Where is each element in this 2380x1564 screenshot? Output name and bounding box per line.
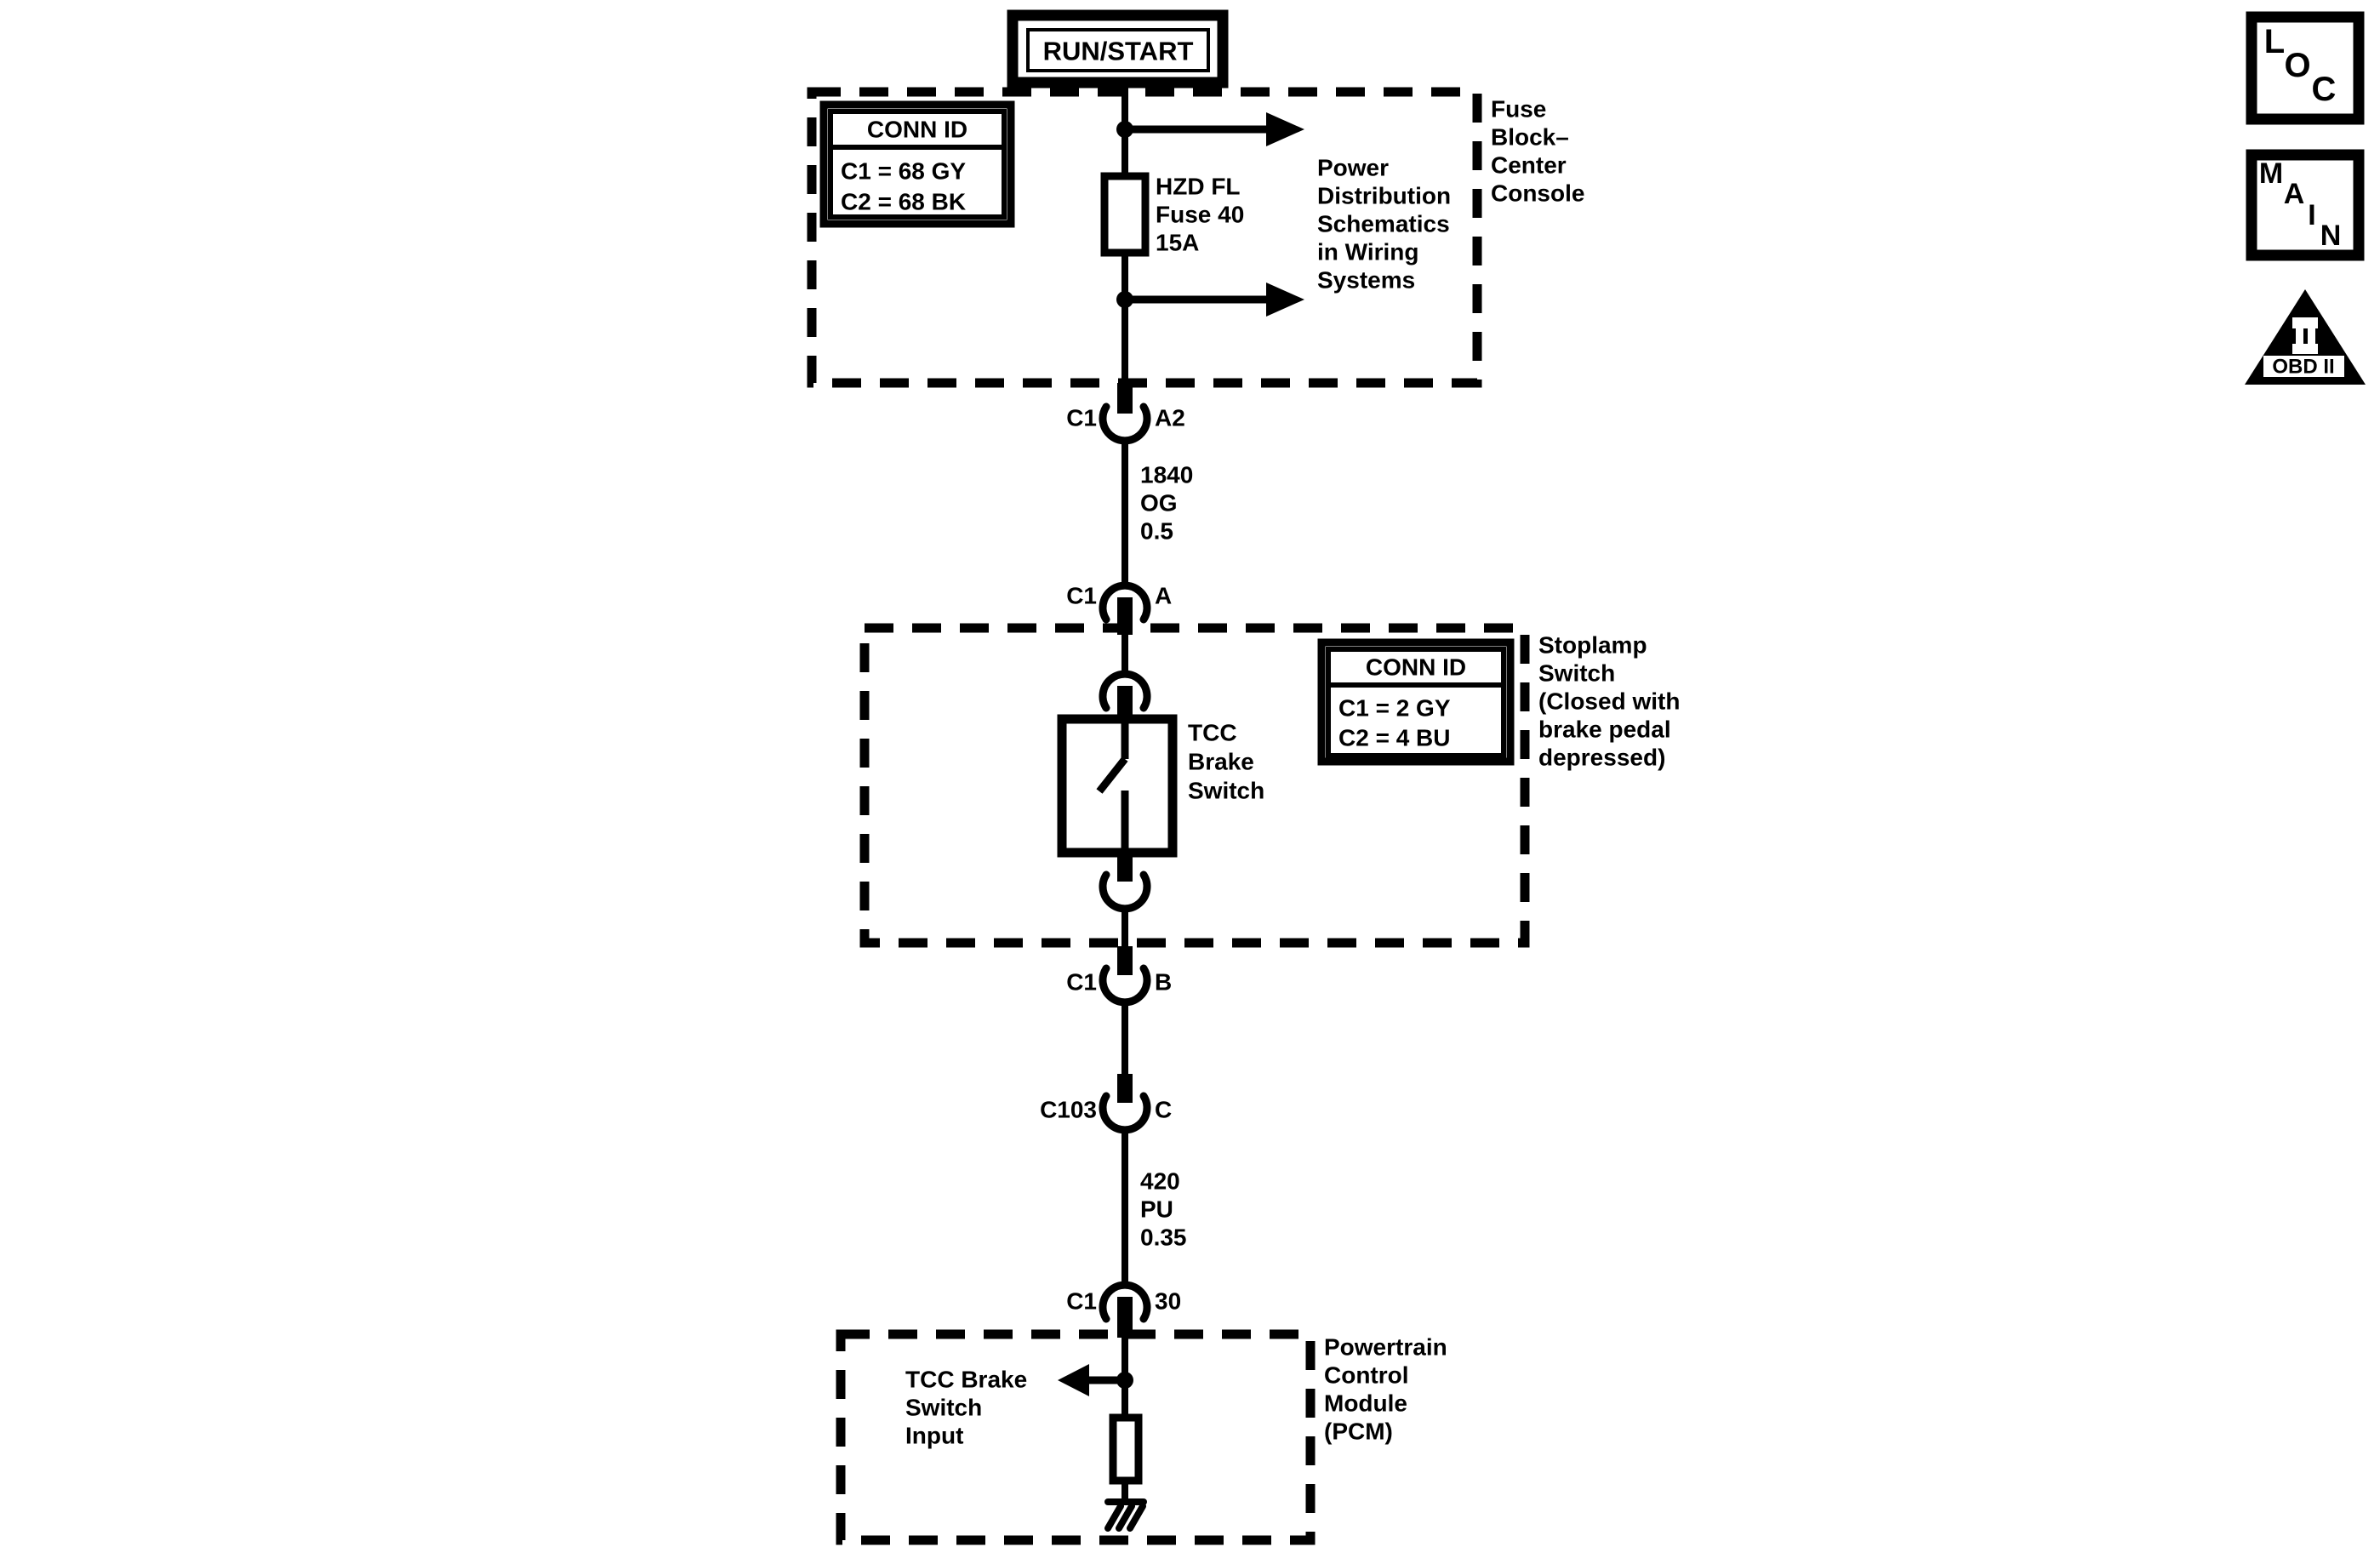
connector-id: C1 xyxy=(1066,968,1097,996)
junction-dot xyxy=(1116,121,1133,138)
arrow-left-icon xyxy=(1058,1364,1089,1396)
power-source-box xyxy=(1013,15,1223,83)
wire-label-line: PU xyxy=(1140,1196,1173,1223)
fuse-block-name-line: Fuse xyxy=(1491,95,1547,123)
connector-pin-stub xyxy=(1117,597,1133,635)
power-dist-note-line: Schematics xyxy=(1317,210,1450,237)
pcm-name-line: (PCM) xyxy=(1324,1418,1393,1445)
power-dist-note-line: Power xyxy=(1317,154,1390,181)
connector-pin-stub xyxy=(1117,1297,1133,1338)
pcm-input-label-line: Switch xyxy=(905,1394,983,1421)
fuse-block-name-line: Block– xyxy=(1491,123,1569,151)
connector-pin: C xyxy=(1155,1096,1173,1123)
fuse-label-line: HZD FL xyxy=(1156,173,1241,200)
conn-id-row: C2 = 4 BU xyxy=(1338,724,1451,751)
pcm-input-label-line: Input xyxy=(905,1422,964,1449)
connector-pin: A xyxy=(1155,582,1173,609)
stoplamp-name-line: (Closed with xyxy=(1538,688,1681,715)
stoplamp-name-line: Stoplamp xyxy=(1538,631,1647,659)
main-letter: I xyxy=(2308,199,2316,231)
conn-id-row: C1 = 68 GY xyxy=(841,157,967,185)
connector-c103-c xyxy=(1040,1074,1172,1130)
fuse-label-line: Fuse 40 xyxy=(1156,201,1245,228)
stoplamp-name-line: brake pedal xyxy=(1538,716,1671,743)
stoplamp-switch-section xyxy=(1062,632,1680,909)
power-dist-note-line: in Wiring xyxy=(1317,238,1419,265)
fuse-symbol xyxy=(1104,176,1145,253)
power-dist-note-line: Distribution xyxy=(1317,182,1452,209)
switch-label-line: Switch xyxy=(1188,777,1265,804)
loc-letter: C xyxy=(2311,71,2337,108)
power-source-label: RUN/START xyxy=(1042,36,1194,66)
conn-id-header: CONN ID xyxy=(1365,654,1467,681)
pcm-section xyxy=(905,1334,1447,1529)
pcm-name-line: Powertrain xyxy=(1324,1333,1447,1361)
switch-label-line: Brake xyxy=(1188,748,1254,775)
stoplamp-name-line: Switch xyxy=(1538,659,1616,687)
connector-pin-stub xyxy=(1117,946,1133,975)
fuse-block-section xyxy=(824,96,1584,317)
obd2-label: OBD II xyxy=(2272,355,2335,379)
pcm-name-line: Control xyxy=(1324,1361,1409,1389)
ground-icon xyxy=(1108,1502,1144,1528)
connector-pin: 30 xyxy=(1155,1287,1182,1315)
fuse-label-line: 15A xyxy=(1156,229,1200,256)
connector-c1-b xyxy=(1066,946,1172,1002)
connector-id: C1 xyxy=(1066,1287,1097,1315)
junction-dot xyxy=(1116,1372,1133,1389)
pcm-name-line: Module xyxy=(1324,1390,1407,1417)
fuse-block-conn-id-table xyxy=(824,105,1011,224)
connector-pin: B xyxy=(1155,968,1173,996)
arrow-right-icon xyxy=(1266,112,1304,146)
main-letter: M xyxy=(2258,157,2284,190)
loc-letter: O xyxy=(2284,47,2311,84)
switch-label-line: TCC xyxy=(1188,719,1237,746)
wire-label-line: 420 xyxy=(1140,1167,1180,1195)
connector-id: C1 xyxy=(1066,404,1097,431)
resistor-symbol xyxy=(1113,1418,1139,1481)
main-letter: N xyxy=(2320,220,2342,252)
obd2-button[interactable] xyxy=(2245,289,2366,385)
connector-pin-stub xyxy=(1117,383,1133,414)
stoplamp-name-line: depressed) xyxy=(1538,744,1666,771)
connector-pin-stub xyxy=(1117,1074,1133,1103)
loc-button[interactable] xyxy=(2252,17,2359,119)
connector-pin: A2 xyxy=(1155,404,1185,431)
connector-id: C103 xyxy=(1040,1096,1097,1123)
fuse-block-name-line: Console xyxy=(1491,180,1585,207)
power-dist-note-line: Systems xyxy=(1317,266,1416,294)
connector-pin-stub xyxy=(1117,853,1133,882)
connector-c1-a2 xyxy=(1066,383,1185,441)
loc-letter: L xyxy=(2263,23,2286,60)
conn-id-header: CONN ID xyxy=(866,116,968,143)
wire-label-line: 0.35 xyxy=(1140,1224,1187,1251)
wire-label-line: 1840 xyxy=(1140,461,1194,488)
main-letter: A xyxy=(2283,178,2305,210)
wire-label-line: 0.5 xyxy=(1140,517,1173,545)
tcc-brake-switch-symbol xyxy=(1062,719,1173,853)
connector-id: C1 xyxy=(1066,582,1097,609)
conn-id-row: C2 = 68 BK xyxy=(841,188,967,215)
conn-id-row: C1 = 2 GY xyxy=(1338,694,1451,722)
wire-label-line: OG xyxy=(1140,489,1178,517)
pcm-input-label-line: TCC Brake xyxy=(905,1366,1028,1393)
main-button[interactable] xyxy=(2252,155,2359,255)
junction-dot xyxy=(1116,291,1133,308)
fuse-block-name-line: Center xyxy=(1491,151,1567,179)
stoplamp-conn-id-table xyxy=(1321,642,1510,762)
arrow-right-icon xyxy=(1266,283,1304,317)
